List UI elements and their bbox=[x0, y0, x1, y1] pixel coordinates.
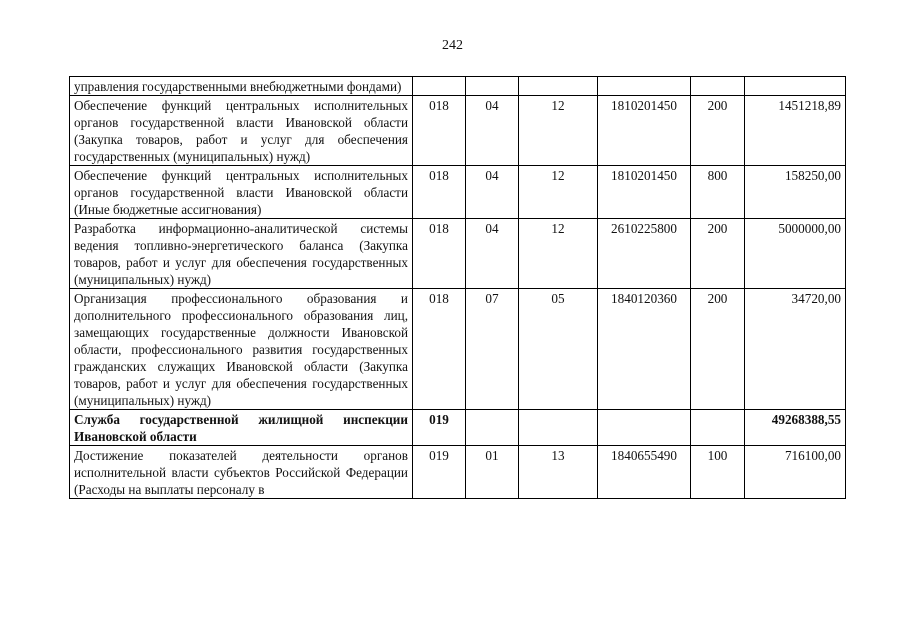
amount-cell: 49268388,55 bbox=[745, 410, 846, 446]
grbs-code-cell: 019 bbox=[413, 410, 466, 446]
grbs-code-cell: 018 bbox=[413, 166, 466, 219]
row-name-cell: Организация профессионального образования и дополнительного профессионального образования лиц, замещающих государственные должности Ивановской области, профессионального развития государственных гражданских служащих Ивановской области (Закупка товаров, работ и услуг для обеспечения государственных (муниципальных) нужд) bbox=[70, 289, 413, 410]
grbs-code-cell: 018 bbox=[413, 219, 466, 289]
row-name-cell: Служба государственной жилищной инспекции Ивановской области bbox=[70, 410, 413, 446]
table-body bbox=[70, 77, 846, 499]
row-name-cell: Обеспечение функций центральных исполнительных органов государственной власти Ивановской области (Закупка товаров, работ и услуг для обеспечения государственных (муниципальных) нужд) bbox=[70, 96, 413, 166]
amount-cell: 158250,00 bbox=[745, 166, 846, 219]
section-code-cell: 04 bbox=[466, 166, 519, 219]
expense-type-cell: 800 bbox=[691, 166, 745, 219]
amount-cell: 1451218,89 bbox=[745, 96, 846, 166]
subsection-code-cell: 12 bbox=[519, 219, 598, 289]
table-row bbox=[70, 289, 846, 410]
grbs-code-cell bbox=[413, 77, 466, 96]
expense-type-cell: 100 bbox=[691, 446, 745, 499]
grbs-code-cell: 018 bbox=[413, 289, 466, 410]
target-article-cell bbox=[598, 410, 691, 446]
section-code-cell: 04 bbox=[466, 219, 519, 289]
expense-type-cell bbox=[691, 410, 745, 446]
section-code-cell: 07 bbox=[466, 289, 519, 410]
budget-table bbox=[69, 76, 846, 499]
table-row bbox=[70, 219, 846, 289]
table-row bbox=[70, 77, 846, 96]
amount-cell: 5000000,00 bbox=[745, 219, 846, 289]
target-article-cell: 2610225800 bbox=[598, 219, 691, 289]
table-row bbox=[70, 166, 846, 219]
table-row bbox=[70, 96, 846, 166]
table-row bbox=[70, 446, 846, 499]
expense-type-cell: 200 bbox=[691, 219, 745, 289]
amount-cell: 716100,00 bbox=[745, 446, 846, 499]
amount-cell bbox=[745, 77, 846, 96]
expense-type-cell bbox=[691, 77, 745, 96]
section-code-cell: 04 bbox=[466, 96, 519, 166]
grbs-code-cell: 018 bbox=[413, 96, 466, 166]
target-article-cell: 1840120360 bbox=[598, 289, 691, 410]
subsection-code-cell bbox=[519, 410, 598, 446]
target-article-cell: 1810201450 bbox=[598, 166, 691, 219]
subsection-code-cell bbox=[519, 77, 598, 96]
expense-type-cell: 200 bbox=[691, 289, 745, 410]
row-name-cell: Достижение показателей деятельности органов исполнительной власти субъектов Российской Федерации (Расходы на выплаты персоналу в bbox=[70, 446, 413, 499]
subsection-code-cell: 05 bbox=[519, 289, 598, 410]
target-article-cell bbox=[598, 77, 691, 96]
grbs-code-cell: 019 bbox=[413, 446, 466, 499]
section-code-cell bbox=[466, 77, 519, 96]
row-name-cell: Разработка информационно-аналитической системы ведения топливно-энергетического баланса (Закупка товаров, работ и услуг для обеспечения государственных (муниципальных) нужд) bbox=[70, 219, 413, 289]
row-name-cell: Обеспечение функций центральных исполнительных органов государственной власти Ивановской области (Иные бюджетные ассигнования) bbox=[70, 166, 413, 219]
section-code-cell: 01 bbox=[466, 446, 519, 499]
row-name-cell: управления государственными внебюджетными фондами) bbox=[70, 77, 413, 96]
table-row bbox=[70, 410, 846, 446]
amount-cell: 34720,00 bbox=[745, 289, 846, 410]
target-article-cell: 1840655490 bbox=[598, 446, 691, 499]
subsection-code-cell: 12 bbox=[519, 96, 598, 166]
subsection-code-cell: 12 bbox=[519, 166, 598, 219]
expense-type-cell: 200 bbox=[691, 96, 745, 166]
section-code-cell bbox=[466, 410, 519, 446]
target-article-cell: 1810201450 bbox=[598, 96, 691, 166]
subsection-code-cell: 13 bbox=[519, 446, 598, 499]
page-number: 242 bbox=[442, 38, 463, 53]
